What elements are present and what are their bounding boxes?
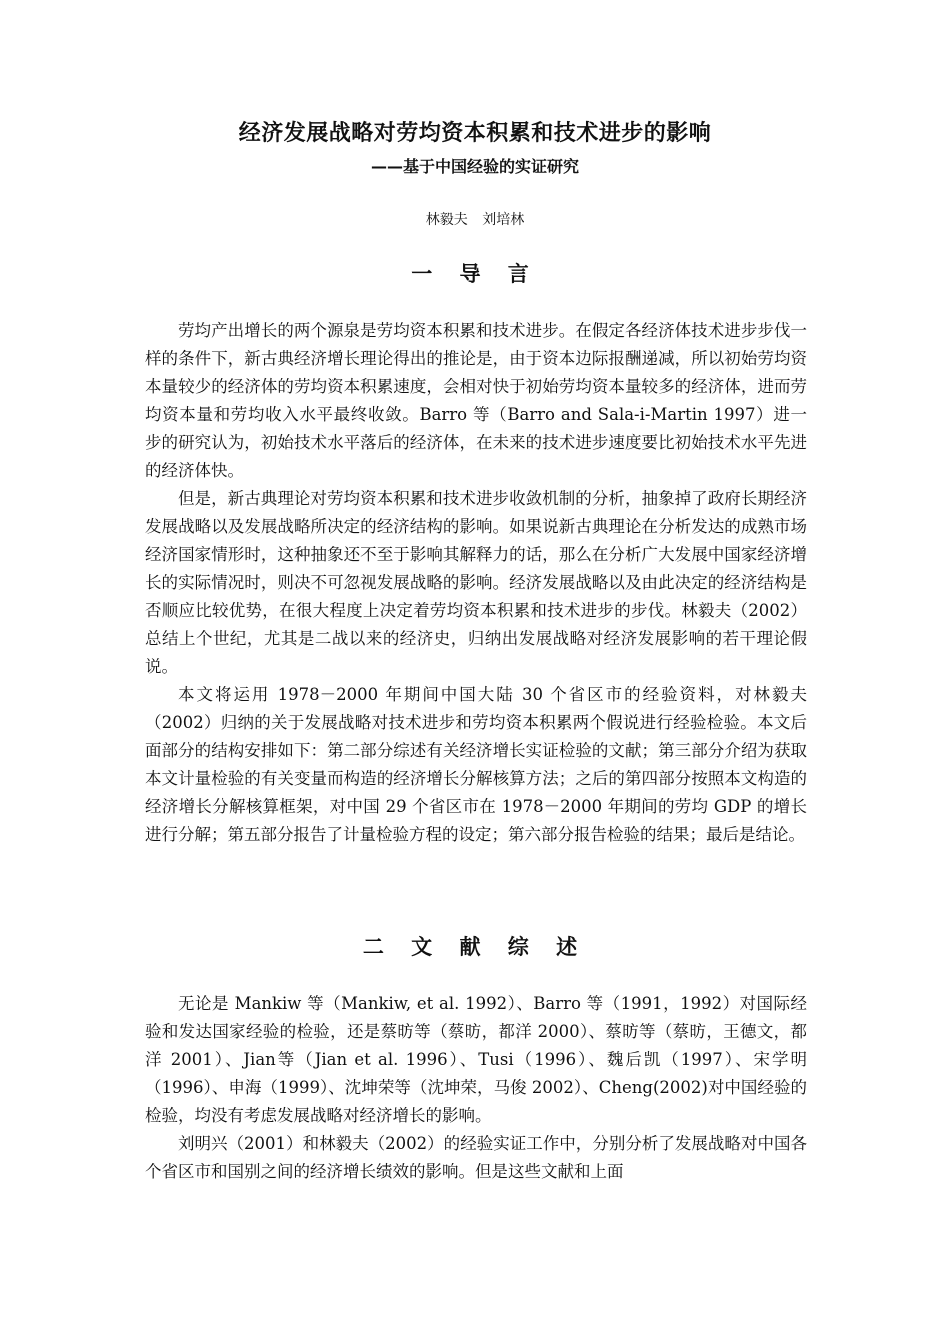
paper-authors: 林毅夫 刘培林 (425, 212, 525, 228)
section-body-introduction (145, 317, 807, 849)
paragraph: 刘明兴（2001）和林毅夫（2002）的经验实证工作中，分别分析了发展战略对中国各个省区市和国别之间的经济增长绩效的影响。但是这些文献和上面 (145, 1134, 807, 1181)
section-heading-introduction: 一 导 言 (411, 262, 539, 286)
paragraph: 但是，新古典理论对劳均资本积累和技术进步收敛机制的分析，抽象掉了政府长期经济发展战略以及发展战略所决定的经济结构的影响。如果说新古典理论在分析发达的成熟市场经济国家情形时，这种抽象还不至于影响其解释力的话，那么在分析广大发展中国家经济增长的实际情况时，则决不可忽视发展战略的影响。经济发展战略以及由此决定的经济结构是否顺应比较优势，在很大程度上决定着劳均资本积累和技术进步的步伐。林毅夫（2002）总结上个世纪，尤其是二战以来的经济史，归纳出发展战略对经济发展影响的若干理论假说。 (145, 489, 807, 676)
paragraph: 劳均产出增长的两个源泉是劳均资本积累和技术进步。在假定各经济体技术进步步伐一样的条件下，新古典经济增长理论得出的推论是，由于资本边际报酬递减，所以初始劳均资本量较少的经济体的劳均资本积累速度，会相对快于初始劳均资本量较多的经济体，进而劳均资本量和劳均收入水平最终收敛。Barro 等（Barro and Sala-i-Martin 1997）进一步的研究认为，初始技术水平落后的经济体，在未来的技术进步速度要比初始技术水平先进的经济体快。 (145, 321, 807, 480)
paper-subtitle: ——基于中国经验的实证研究 (370, 157, 579, 176)
paper-title: 经济发展战略对劳均资本积累和技术进步的影响 (238, 121, 712, 146)
paragraph: 无论是 Mankiw 等（Mankiw, et al. 1992）、Barro 等（1991，1992）对国际经验和发达国家经验的检验，还是蔡昉等（蔡昉，都洋 2000）、蔡昉等（蔡昉，王德文，都洋 2001）、Jian等（Jian et al. 1996）、Tusi（1996）、魏后凯（1997）、宋学明（1996）、申海（1999）、沈坤荣等（沈坤荣，马俊 2002）、Cheng(2002)对中国经验的检验，均没有考虑发展战略对经济增长的影响。 (145, 994, 807, 1125)
section-body-literature-review (145, 990, 807, 1186)
section-heading-literature-review: 二 文 献 综 述 (362, 935, 588, 959)
paragraph: 本文将运用 1978－2000 年期间中国大陆 30 个省区市的经验资料，对林毅夫（2002）归纳的关于发展战略对技术进步和劳均资本积累两个假说进行经验检验。本文后面部分的结构安排如下：第二部分综述有关经济增长实证检验的文献；第三部分介绍为获取本文计量检验的有关变量而构造的经济增长分解核算方法；之后的第四部分按照本文构造的经济增长分解核算框架，对中国 29 个省区市在 1978－2000 年期间的劳均 GDP 的增长进行分解；第五部分报告了计量检验方程的设定；第六部分报告检验的结果；最后是结论。 (145, 685, 807, 844)
